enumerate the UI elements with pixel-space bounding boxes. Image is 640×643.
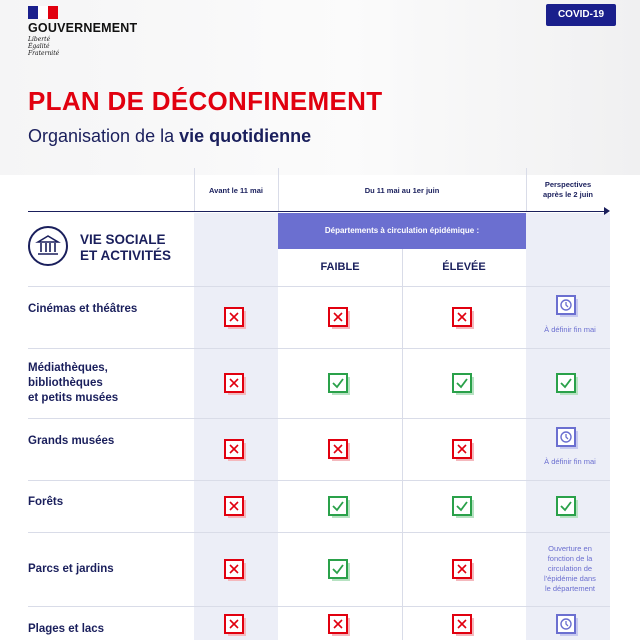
row-label: Médiathèques, bibliothèques et petits musées — [28, 361, 119, 404]
covid-badge: COVID-19 — [546, 4, 616, 26]
row-divider — [28, 532, 610, 533]
cross-box-icon — [452, 559, 476, 583]
check-box-icon — [328, 496, 352, 520]
page-subtitle: Organisation de la vie quotidienne — [28, 126, 312, 146]
timeline-arrow — [28, 211, 608, 212]
cross-box-icon — [452, 614, 476, 638]
clock-box-icon — [556, 614, 580, 638]
row-label: Plages et lacs — [28, 622, 105, 635]
after-note: Ouverture en fonction de la circulation de l'épidémie dans le département — [544, 544, 596, 593]
cross-box-icon — [224, 496, 248, 520]
cross-box-icon — [224, 614, 248, 638]
col-perspective-header: Perspectives après le 2 juin — [542, 180, 594, 199]
row-divider — [28, 606, 610, 607]
category-title: VIE SOCIALE ET ACTIVITÉS — [80, 232, 172, 263]
check-box-icon — [556, 373, 580, 397]
row-label: Forêts — [28, 495, 64, 508]
level-low: FAIBLE — [320, 261, 360, 273]
row-divider — [28, 348, 610, 349]
page-title: PLAN DE DÉCONFINEMENT — [28, 86, 383, 116]
flag-logo — [28, 6, 58, 19]
arrow-head-icon — [604, 207, 610, 215]
after-note: À définir fin mai — [544, 325, 596, 334]
row-label: Cinémas et théâtres — [28, 302, 138, 315]
check-box-icon — [452, 373, 476, 397]
check-box-icon — [452, 496, 476, 520]
clock-box-icon — [556, 295, 580, 319]
cross-box-icon — [452, 439, 476, 463]
header-divider — [526, 168, 527, 212]
circulation-band: Départements à circulation épidémique : — [278, 213, 526, 249]
cross-box-icon — [224, 373, 248, 397]
motto: Liberté Égalité Fraternité — [28, 36, 60, 58]
clock-box-icon — [556, 427, 580, 451]
row-divider — [28, 418, 610, 419]
col-before-header: Avant le 11 mai — [209, 186, 263, 195]
cross-box-icon — [224, 559, 248, 583]
check-box-icon — [328, 559, 352, 583]
check-box-icon — [556, 496, 580, 520]
header-divider — [278, 168, 279, 212]
level-high: ÉLEVÉE — [442, 261, 486, 273]
cross-box-icon — [328, 439, 352, 463]
after-note: À définir fin mai — [544, 457, 596, 466]
col-period-header: Du 11 mai au 1er juin — [364, 186, 440, 195]
cross-box-icon — [328, 307, 352, 331]
row-divider — [28, 480, 610, 481]
cross-box-icon — [224, 307, 248, 331]
cross-box-icon — [452, 307, 476, 331]
row-label: Parcs et jardins — [28, 562, 114, 575]
cross-box-icon — [328, 614, 352, 638]
row-divider — [28, 286, 610, 287]
museum-icon — [28, 226, 68, 266]
cross-box-icon — [224, 439, 248, 463]
gov-name: GOUVERNEMENT — [28, 21, 138, 35]
row-label: Grands musées — [28, 434, 115, 447]
header-divider — [194, 168, 195, 212]
level-divider — [402, 249, 403, 640]
check-box-icon — [328, 373, 352, 397]
